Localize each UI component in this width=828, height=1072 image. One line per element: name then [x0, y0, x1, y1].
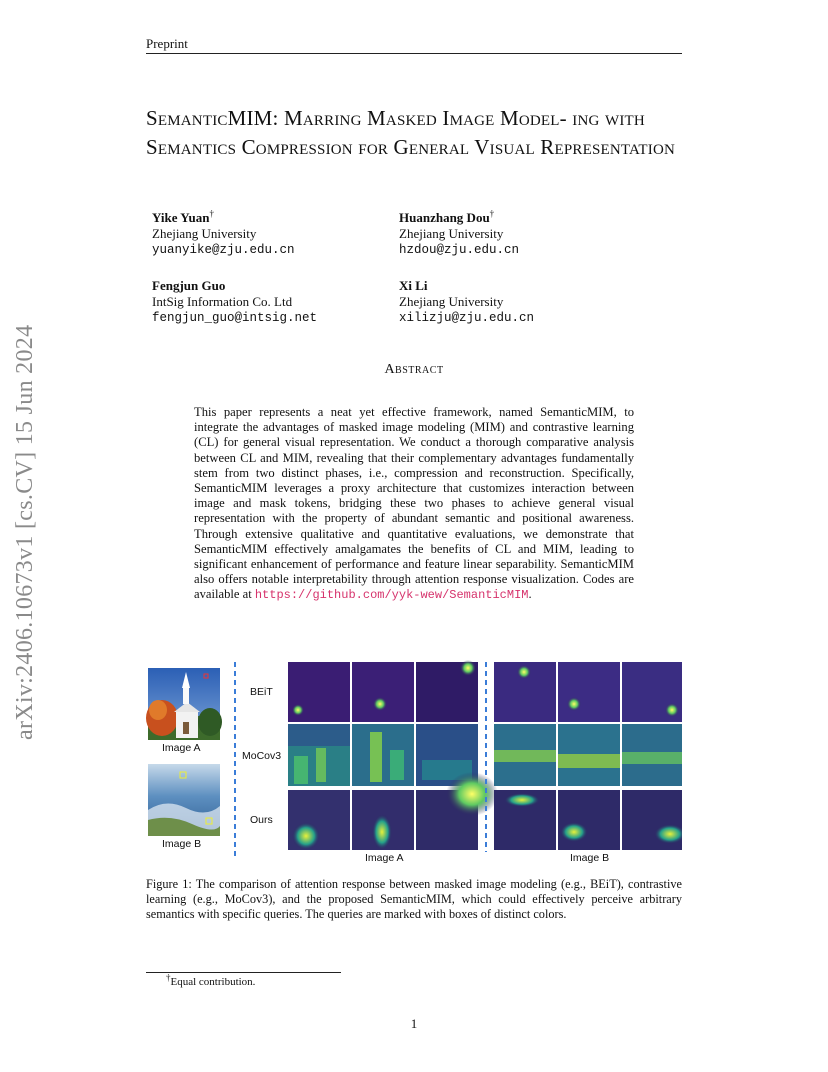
author-name: Xi Li [399, 278, 428, 293]
group-label-image-b: Image B [570, 852, 610, 864]
footnote-mark: † [166, 972, 171, 983]
author-mark: † [209, 208, 214, 219]
paper-title: SemanticMIM: Marring Masked Image Model- ing with Semantics Compression for General Visual Representation [146, 106, 676, 159]
row-label-beit: BEiT [250, 686, 273, 698]
image-b-label: Image B [162, 838, 202, 850]
author-affiliation: Zhejiang University [399, 226, 504, 241]
author-email[interactable]: fengjun_guo@intsig.net [152, 311, 318, 325]
row-label-ours: Ours [250, 814, 273, 826]
abstract-text: This paper represents a neat yet effective framework, named SemanticMIM, to integrate the advantages of masked image modeling (MIM) and contrastive learning (CL) for general visual representation. We conduct a thorough comparative analysis between CL and MIM, revealing that their complementary advantages fundamentally stem from two distinct phases, i.e., compression and reconstruction. Specifically, SemanticMIM leverages a proxy architecture that customizes interaction between image and mask tokens, bridging these two phases to achieve general visual representation with the property of abundant semantic and positional awareness. Through extensive qualitative and quantitative evaluations, we demonstrate that SemanticMIM effectively amalgamates the benefits of CL and MIM, leading to significant enhancement of performance and feature linear separability. SemanticMIM also offers notable interpretability through attention response visualization. Codes are available at [194, 405, 634, 602]
image-a-thumbnail [146, 668, 222, 740]
author-mark: † [489, 208, 495, 219]
author-name: Huanzhang Dou [399, 210, 490, 225]
arxiv-identifier[interactable]: arXiv:2406.10673v1 [cs.CV] 15 Jun 2024 [12, 324, 38, 740]
author-email[interactable]: yuanyike@zju.edu.cn [152, 243, 295, 257]
author-block-2 [399, 210, 519, 258]
abstract-body [194, 405, 634, 604]
author-affiliation: Zhejiang University [399, 294, 504, 309]
code-link[interactable]: https://github.com/yyk-wew/SemanticMIM [254, 588, 529, 603]
figure-caption: Figure 1: The comparison of attention response between masked image modeling (e.g., BEiT), contrastive learning (e.g., MoCov3), and the proposed SemanticMIM, which could effectively perceive arbitrary semantics with specific queries. The queries are marked with boxes of distinct colors. [146, 877, 682, 922]
running-header: Preprint [146, 36, 188, 51]
footnote-text: Equal contribution. [170, 976, 256, 988]
figure-graphic [146, 660, 682, 870]
author-name: Yike Yuan [152, 210, 210, 225]
figure-1 [146, 660, 682, 870]
author-email[interactable]: xilizju@zju.edu.cn [399, 311, 535, 325]
image-b-thumbnail [148, 764, 220, 836]
abstract-heading: Abstract [384, 362, 444, 377]
image-a-label: Image A [162, 742, 201, 754]
author-block-4 [399, 278, 534, 326]
group-label-image-a: Image A [365, 852, 404, 864]
author-name: Fengjun Guo [152, 278, 226, 293]
footnote-rule [146, 972, 341, 973]
author-block-1 [152, 210, 295, 258]
author-affiliation: IntSig Information Co. Ltd [152, 294, 293, 309]
footnote [166, 972, 256, 988]
page-number: 1 [410, 1016, 418, 1031]
header-rule [146, 53, 682, 54]
author-affiliation: Zhejiang University [152, 226, 257, 241]
author-block-3 [152, 278, 317, 326]
row-label-mocov3: MoCov3 [242, 750, 282, 762]
author-email[interactable]: hzdou@zju.edu.cn [399, 243, 520, 257]
abstract-end: . [528, 587, 532, 602]
